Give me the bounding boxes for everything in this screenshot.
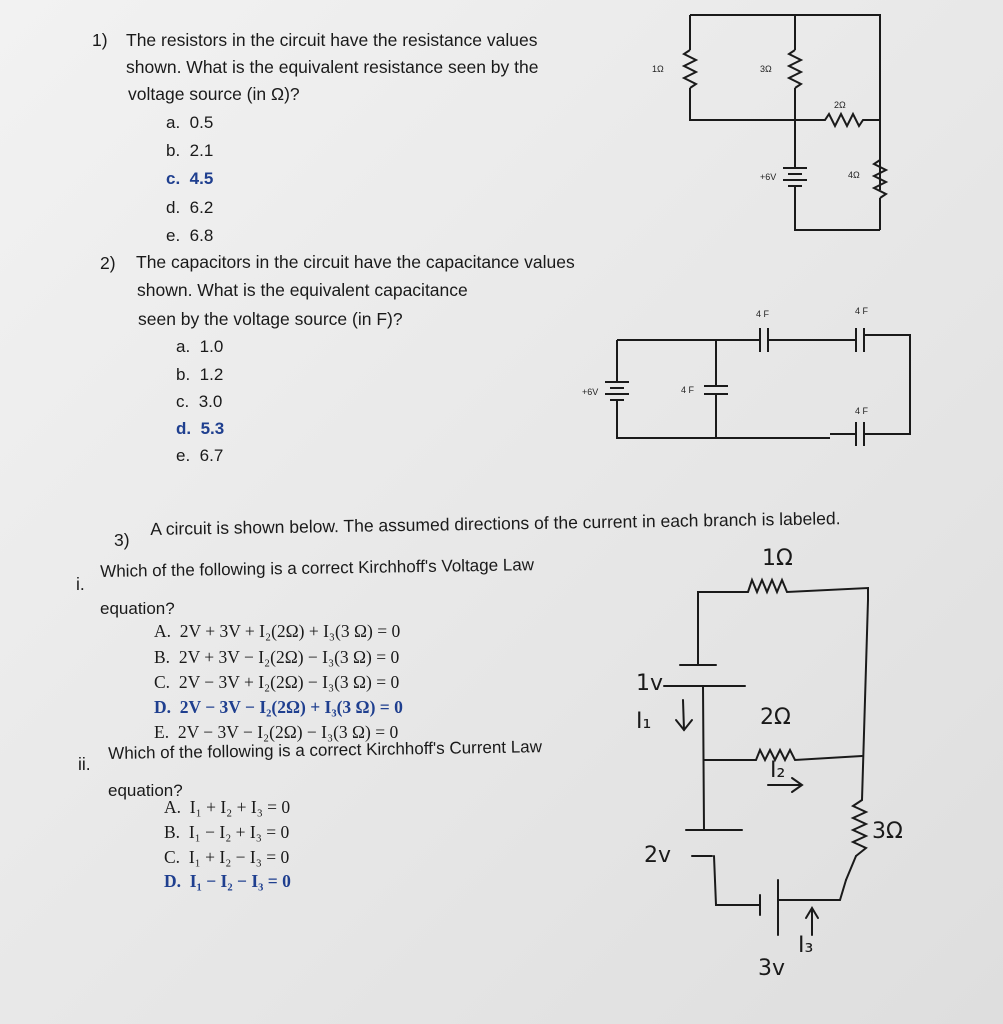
source1-label: +6V xyxy=(760,172,777,182)
q1-option-e[interactable]: e. 6.8 xyxy=(166,226,214,245)
q3-ii-text-line-2: equation? xyxy=(108,781,183,800)
hand-label-i2: I₂ xyxy=(770,758,786,783)
q2-text-line-2: shown. What is the equivalent capacitance xyxy=(137,280,468,300)
q1-option-c-selected[interactable]: c. 4.5 xyxy=(166,169,214,188)
q3-i-option-b[interactable]: B. 2V + 3V − I₂(2Ω) − I₃(3 Ω) = 0 xyxy=(154,647,400,667)
r4-label: 4Ω xyxy=(848,170,860,180)
q1-text-line-1: The resistors in the circuit have the resistance values xyxy=(126,30,538,50)
hand-label-r-right: 3Ω xyxy=(872,819,903,844)
q3-ii-number: ii. xyxy=(78,754,91,774)
q3-i-number: i. xyxy=(76,574,85,594)
q1-option-b[interactable]: b. 2.1 xyxy=(166,141,214,160)
handdrawn-circuit-diagram xyxy=(664,580,868,935)
r2-label: 2Ω xyxy=(834,100,846,110)
q1-text-line-2: shown. What is the equivalent resistance seen by the xyxy=(126,57,539,77)
q3-i-text-line-2: equation? xyxy=(100,599,175,618)
hand-label-i3: I₃ xyxy=(798,933,814,958)
q3-ii-option-c[interactable]: C. I₁ + I₂ − I₃ = 0 xyxy=(164,847,290,867)
q2-text-line-3: seen by the voltage source (in F)? xyxy=(138,309,403,329)
q3-ii-option-a[interactable]: A. I₁ + I₂ + I₃ = 0 xyxy=(164,797,291,817)
q1-number: 1) xyxy=(92,30,108,50)
q3-ii-option-d-selected[interactable]: D. I₁ − I₂ − I₃ = 0 xyxy=(164,871,291,891)
hand-label-v2: 2v xyxy=(644,843,672,868)
q2-option-d-selected[interactable]: d. 5.3 xyxy=(176,419,225,438)
q3-ii-option-b[interactable]: B. I₁ − I₂ + I₃ = 0 xyxy=(164,822,290,842)
c-bottom-label: 4 F xyxy=(855,406,869,416)
q1-text-line-3: voltage source (in Ω)? xyxy=(128,84,300,104)
source2-label: +6V xyxy=(582,387,599,397)
q2-option-b[interactable]: b. 1.2 xyxy=(176,365,224,384)
q2-text-line-1: The capacitors in the circuit have the capacitance values xyxy=(136,252,575,272)
hand-label-i1: I₁ xyxy=(636,709,652,734)
q2-option-c[interactable]: c. 3.0 xyxy=(176,392,223,411)
q3-i-option-a[interactable]: A. 2V + 3V + I₂(2Ω) + I₃(3 Ω) = 0 xyxy=(154,621,401,641)
hand-label-r-top: 1Ω xyxy=(762,546,793,571)
hand-label-v1: 1v xyxy=(636,671,664,696)
capacitor-circuit-diagram xyxy=(605,328,910,446)
q3-i-text-line-1: Which of the following is a correct Kirchhoff's Voltage Law xyxy=(100,555,535,581)
r3-label: 3Ω xyxy=(760,64,772,74)
q2-option-a[interactable]: a. 1.0 xyxy=(176,337,224,356)
q3-intro: A circuit is shown below. The assumed directions of the current in each branch is labeled. xyxy=(150,508,841,539)
q3-number: 3) xyxy=(114,530,130,550)
q3-ii-text-line-1: Which of the following is a correct Kirchhoff's Current Law xyxy=(108,737,543,763)
q2-number: 2) xyxy=(100,253,116,273)
q3-i-option-d-selected[interactable]: D. 2V − 3V − I₂(2Ω) + I₃(3 Ω) = 0 xyxy=(154,697,403,717)
q2-option-e[interactable]: e. 6.7 xyxy=(176,446,224,465)
q3-i-option-e[interactable]: E. 2V − 3V − I₂(2Ω) − I₃(3 Ω) = 0 xyxy=(154,722,399,742)
q3-i-option-c[interactable]: C. 2V − 3V + I₂(2Ω) − I₃(3 Ω) = 0 xyxy=(154,672,400,692)
c-top1-label: 4 F xyxy=(756,309,770,319)
c-top2-label: 4 F xyxy=(855,306,869,316)
c-shunt-label: 4 F xyxy=(681,385,695,395)
r1-label: 1Ω xyxy=(652,64,664,74)
q1-option-a[interactable]: a. 0.5 xyxy=(166,113,214,132)
hand-label-r-mid: 2Ω xyxy=(760,705,791,730)
hand-label-v3: 3v xyxy=(758,956,786,981)
q1-option-d[interactable]: d. 6.2 xyxy=(166,198,214,217)
